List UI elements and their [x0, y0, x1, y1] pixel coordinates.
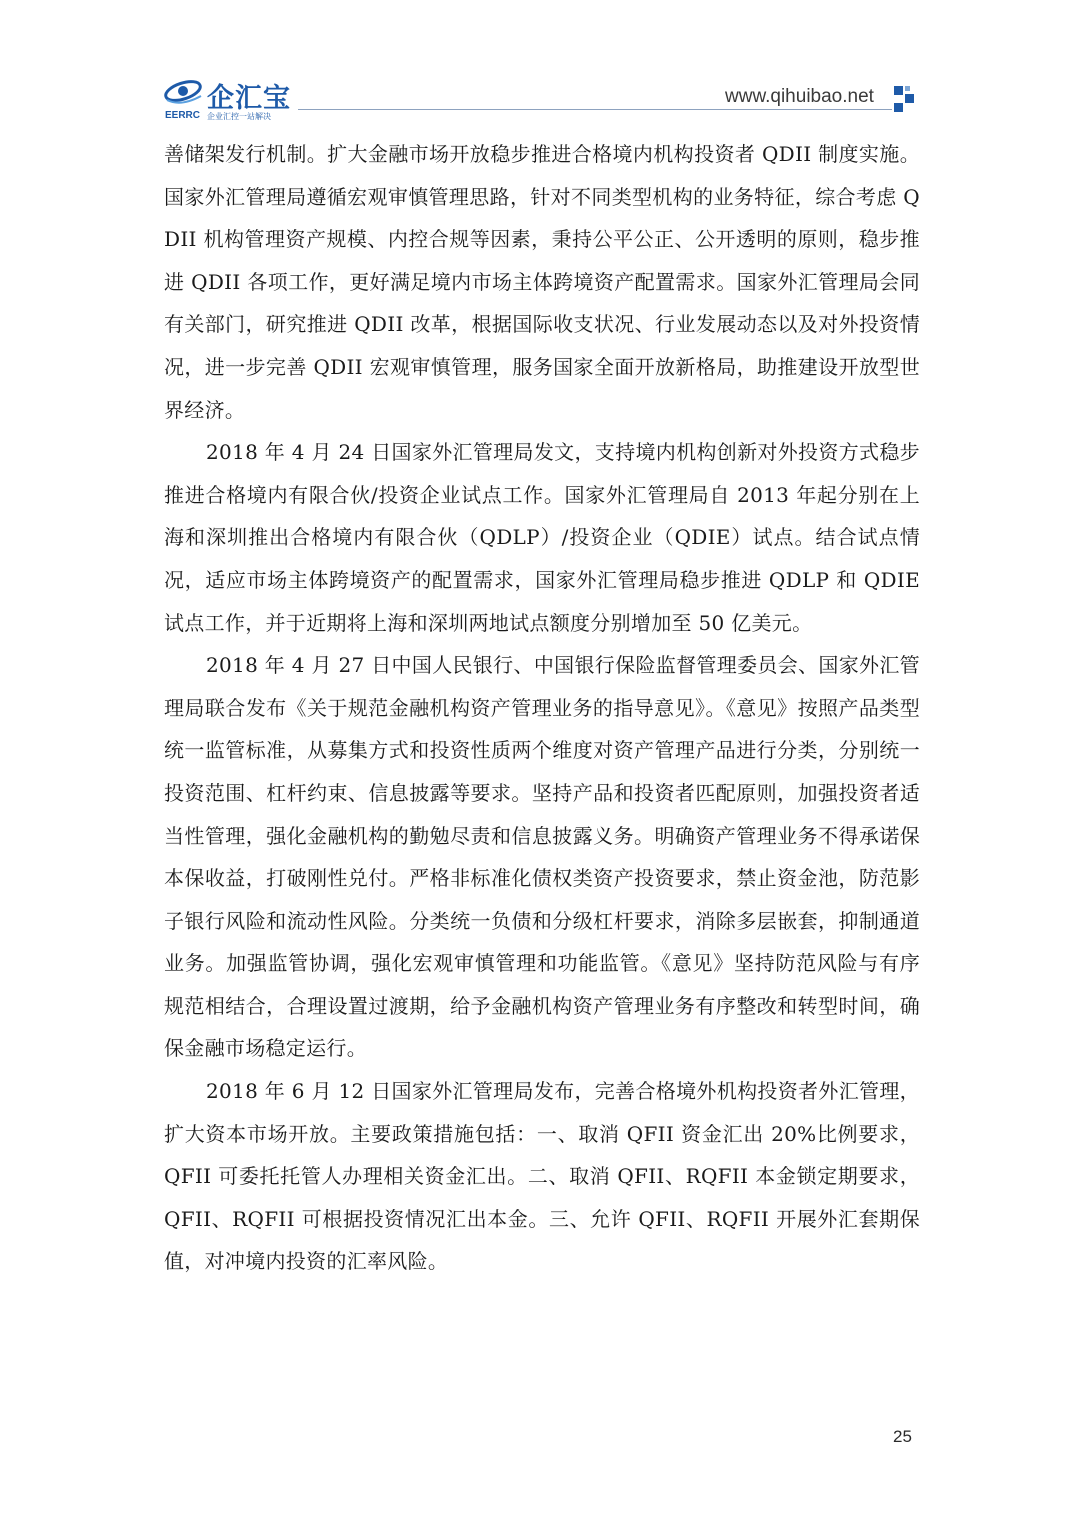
logo-orbit-icon — [163, 74, 207, 108]
document-body — [164, 133, 920, 1283]
logo-chinese-text: 企汇宝 — [207, 83, 291, 114]
brand-logo[interactable] — [163, 74, 293, 124]
paragraph-asset-management-guidance: 2018 年 4 月 27 日中国人民银行、中国银行保险监督管理委员会、国家外汇管理局联合发布《关于规范金融机构资产管理业务的指导意见》。《意见》按照产品类型统一监管标准，从募集方式和投资性质两个维度对资产管理产品进行分类，分别统一投资范围、杠杆约束、信息披露等要求。坚持产品和投资者匹配原则，加强投资者适当性管理，强化金融机构的勤勉尽责和信息披露义务。明确资产管理业务不得承诺保本保收益，打破刚性兑付。严格非标准化债权类资产投资要求，禁止资金池，防范影子银行风险和流动性风险。分类统一负债和分级杠杆要求，消除多层嵌套，抑制通道业务。加强监管协调，强化宏观审慎管理和功能监管。《意见》坚持防范风险与有序规范相结合，合理设置过渡期，给予金融机构资产管理业务有序整改和转型时间，确保金融市场稳定运行。 — [164, 653, 920, 1061]
logo-tagline: 企业汇控一站解决 — [207, 112, 271, 121]
logo-english-text: EERRC — [165, 110, 201, 121]
site-url-link[interactable]: www.qihuibao.net — [725, 86, 874, 107]
paragraph-qfii-reform: 2018 年 6 月 12 日国家外汇管理局发布，完善合格境外机构投资者外汇管理，扩大资本市场开放。主要政策措施包括：一、取消 QFII 资金汇出 20%比例要求，QFII 可委托托管人办理相关资金汇出。二、取消 QFII、RQFII 本金锁定期要求，QFII、RQFII 可根据投资情况汇出本金。三、允许 QFII、RQFII 开展外汇套期保值，对冲境内投资的汇率风险。 — [164, 1079, 920, 1274]
page-header — [0, 0, 1080, 130]
page-number: 25 — [893, 1427, 912, 1446]
paragraph-qdlp-qdie: 2018 年 4 月 24 日国家外汇管理局发文，支持境内机构创新对外投资方式稳步推进合格境内有限合伙/投资企业试点工作。国家外汇管理局自 2013 年起分别在上海和深圳推出合格境内有限合伙（QDLP）/投资企业（QDIE）试点。结合试点情况，适应市场主体跨境资产的配置需求，国家外汇管理局稳步推进 QDLP 和 QDIE 试点工作，并于近期将上海和深圳两地试点额度分别增加至 50 亿美元。 — [164, 440, 920, 635]
header-divider — [298, 109, 892, 110]
paragraph-qdii: 善储架发行机制。扩大金融市场开放稳步推进合格境内机构投资者 QDII 制度实施。国家外汇管理局遵循宏观审慎管理思路，针对不同类型机构的业务特征，综合考虑 QDII 机构管理资产规模、内控合规等因素，秉持公平公正、公开透明的原则，稳步推进 QDII 各项工作，更好满足境内市场主体跨境资产配置需求。国家外汇管理局会同有关部门，研究推进 QDII 改革，根据国际收支状况、行业发展动态以及对外投资情况，进一步完善 QDII 宏观审慎管理，服务国家全面开放新格局，助推建设开放型世界经济。 — [164, 142, 920, 422]
corner-blocks-icon — [892, 84, 918, 114]
